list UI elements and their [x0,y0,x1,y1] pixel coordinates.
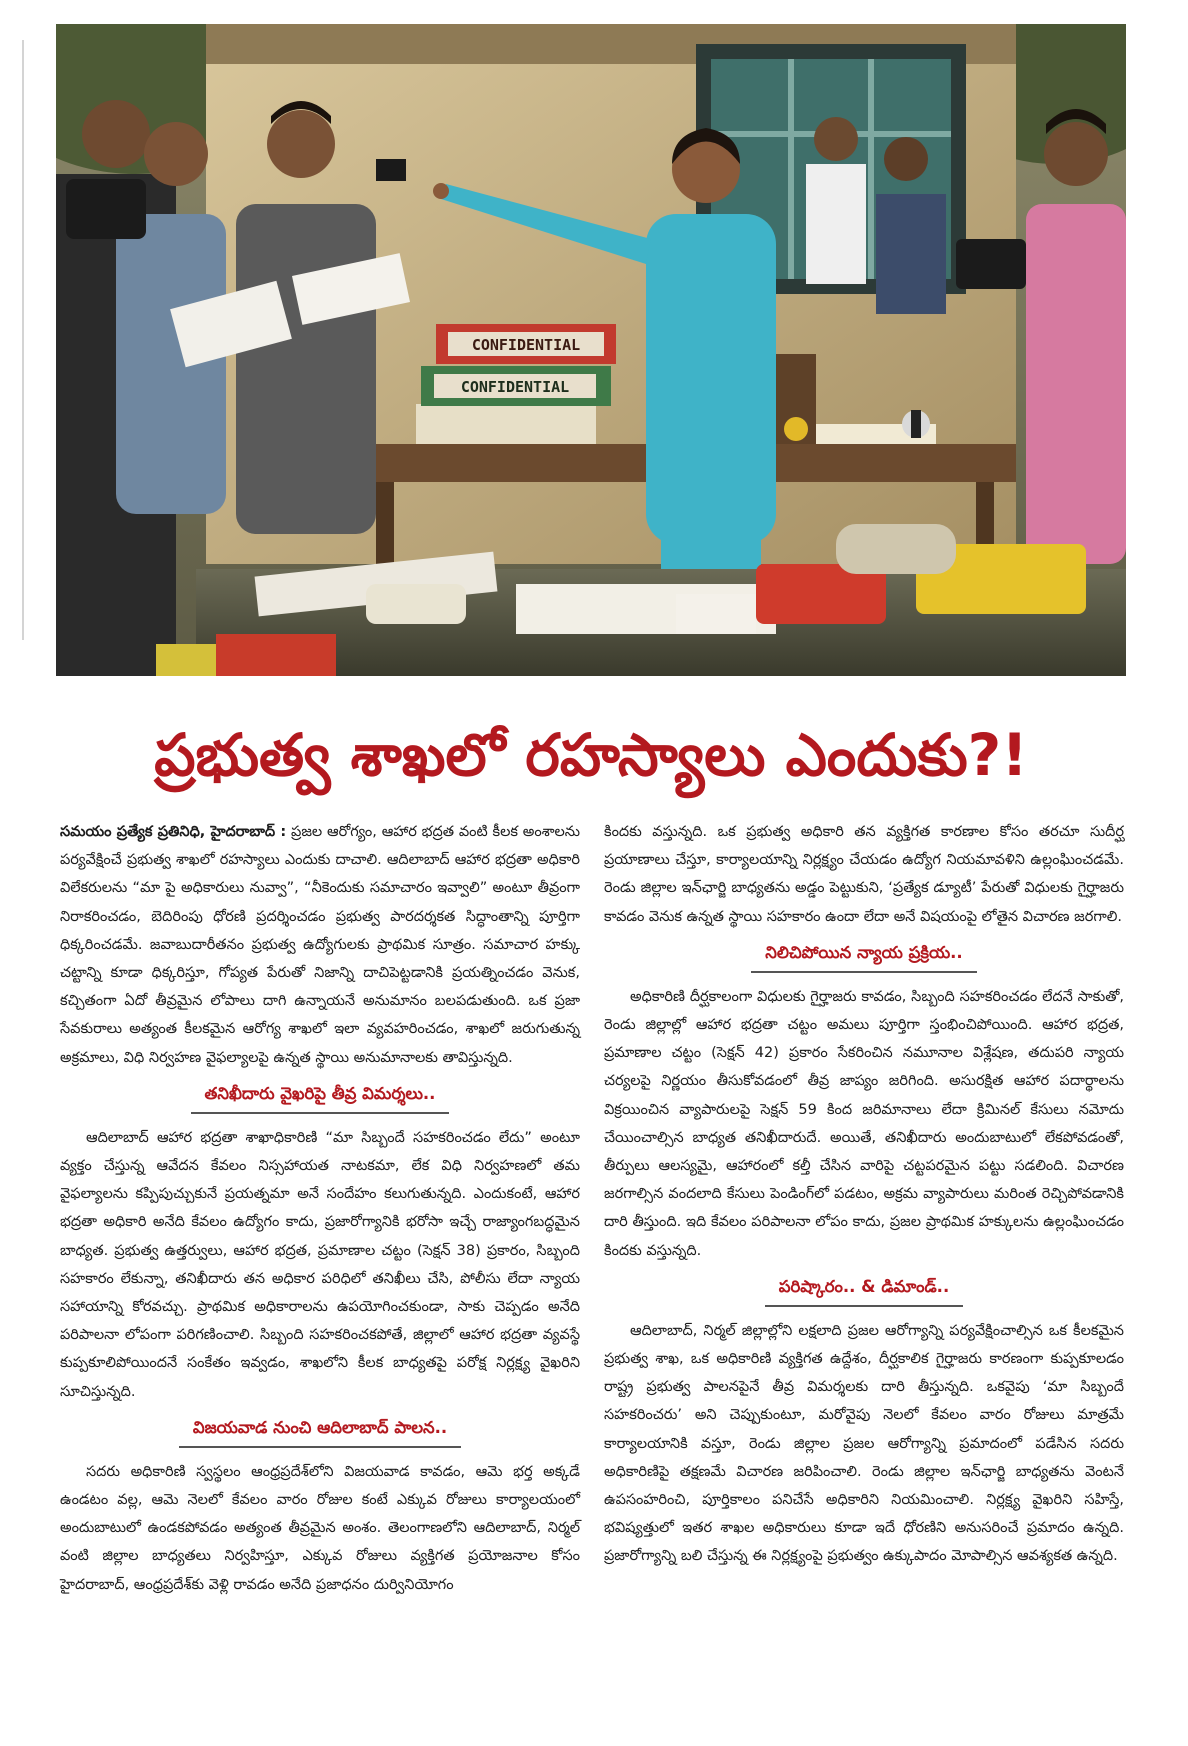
subhead-justice: నిలిచిపోయిన న్యాయ ప్రక్రియ.. [604,939,1124,973]
svg-text:CONFIDENTIAL: CONFIDENTIAL [471,336,581,354]
article-column-left [60,818,580,1599]
confidential-file-green [421,366,611,406]
confidential-file-red [436,324,616,364]
lead-text: ప్రజల ఆరోగ్యం, ఆహార భద్రత వంటి కీలక అంశాలను పర్యవేక్షించే ప్రభుత్వ శాఖలో రహస్యాలు ఎందుకు దాచాలి. ఆదిలాబాద్ ఆహార భద్రతా అధికారి విలేకరులను “మా పై అధికారులు నువ్వా”, “నీకెందుకు సమాచారం ఇవ్వాలి” అంటూ తీవ్రంగా నిరాకరించడం, బెదిరింపు ధోరణి ప్రదర్శించడం ప్రభుత్వ పారదర్శకత సిద్ధాంతాన్ని పూర్తిగా ధిక్కరించడమే. జవాబుదారీతనం ప్రభుత్వ ఉద్యోగులకు ప్రాథమిక సూత్రం. సమాచార హక్కు చట్టాన్ని కూడా ధిక్కరిస్తూ, గోప్యత పేరుతో నిజాన్ని దాచిపెట్టడానికి ప్రయత్నించడం వెనుక, కచ్చితంగా ఏదో తీవ్రమైన లోపాలు దాగి ఉన్నాయనే అనుమానం బలపడుతుంది. ఒక ప్రజా సేవకురాలు అత్యంత కీలకమైన ఆరోగ్య శాఖలో ఇలా వ్యవహరించడం, శాఖలో జరుగుతున్న అక్రమాలు, విధి నిర్వహణ వైఫల్యాలపై ఉన్నత స్థాయి అనుమానాలకు తావిస్తున్నది. [60,824,580,1066]
article-column-right [604,818,1124,1571]
headline [56,700,1126,810]
byline: సమయం ప్రత్యేక ప్రతినిధి, హైదరాబాద్ : [60,824,287,840]
subhead-inspector: తనిఖీదారు వైఖరిపై తీవ్ర విమర్శలు.. [60,1080,580,1114]
headline-text: ప్రభుత్వ శాఖలో రహస్యాలు ఎందుకు?! [154,721,1028,789]
paragraph-justice: అధికారిణి దీర్ఘకాలంగా విధులకు గైర్హాజరు కావడం, సిబ్బంది సహకరించడం లేదనే సాకుతో, రెండు జిల్లాల్లో ఆహార భద్రతా చట్టం అమలు పూర్తిగా స్తంభించిపోయింది. ఆహార భద్రత, ప్రమాణాల చట్టం (సెక్షన్ 42) ప్రకారం సేకరించిన నమూనాల విశ్లేషణ, తదుపరి న్యాయ చర్యలపై నిర్ణయం తీసుకోవడంలో తీవ్ర జాప్యం జరిగింది. అసురక్షిత ఆహార పదార్థాలను విక్రయించిన వ్యాపారులపై సెక్షన్ 59 కింద జరిమానాలు లేదా క్రిమినల్ కేసులు నమోదు చేయించాల్సిన బాధ్యత తనిఖీదారుదే. అయితే, తనిఖీదారు అందుబాటులో లేకపోవడంతో, తీర్పులు ఆలస్యమై, ఆహారంలో కల్తీ చేసిన వారిపై చట్టపరమైన పట్టు సడలింది. విచారణ జరగాల్సిన వందలాది కేసులు పెండింగ్‌లో పడటం, అక్రమ వ్యాపారులు మరింత రెచ్చిపోవడానికి దారి తీస్తుంది. ఇది కేవలం పరిపాలనా లోపం కాదు, ప్రజల ప్రాథమిక హక్కులను ఉల్లంఘించడం కిందకు వస్తున్నది. [604,988,1124,1259]
subhead-vijayawada: విజయవాడ నుంచి ఆదిలాబాద్ పాలన.. [60,1414,580,1448]
news-photo [56,24,1126,676]
paragraph-solution: ఆదిలాబాద్, నిర్మల్ జిల్లాల్లోని లక్షలాది ప్రజల ఆరోగ్యాన్ని పర్యవేక్షించాల్సిన ఒక కీలకమైన ప్రభుత్వ శాఖ, ఒక అధికారిణి వ్యక్తిగత ఉద్దేశం, దీర్ఘకాలిక గైర్హాజరు కారణంగా కుప్పకూలడం రాష్ట్ర ప్రభుత్వ పాలనపైనే తీవ్ర విమర్శలకు దారి తీస్తున్నది. ఒకవైపు ‘మా సిబ్బందే సహకరించరు’ అని చెప్పుకుంటూ, మరోవైపు నెలలో కేవలం వారం రోజులు మాత్రమే కార్యాలయానికి వస్తూ, రెండు జిల్లాల ప్రజల ఆరోగ్యాన్ని ప్రమాదంలో పడేసిన సదరు అధికారిణిపై తక్షణమే విచారణ జరిపించాలి. రెండు జిల్లాల ఇన్‌ఛార్జి బాధ్యతను వెంటనే ఉపసంహరించి, పూర్తికాలం పనిచేసే అధికారిని నియమించాలి. నిర్లక్ష్య వైఖరిని సహిస్తే, భవిష్యత్తులో ఇతర శాఖల అధికారులు కూడా ఇదే ధోరణిని అనుసరించే ప్రమాదం ఉన్నది. ప్రజారోగ్యాన్ని బలి చేస్తున్న ఈ నిర్లక్ష్యంపై ప్రభుత్వం ఉక్కుపాదం మోపాల్సిన ఆవశ్యకత ఉన్నది. [604,1322,1124,1565]
margin-rule [22,40,24,640]
paragraph-vijayawada: సదరు అధికారిణి స్వస్థలం ఆంధ్రప్రదేశ్‌లోని విజయవాడ కావడం, ఆమె భర్త అక్కడే ఉండటం వల్ల, ఆమె నెలలో కేవలం వారం రోజుల కంటే ఎక్కువ రోజులు కార్యాలయంలో అందుబాటులో ఉండకపోవడం అత్యంత తీవ్రమైన అంశం. తెలంగాణలోని ఆదిలాబాద్, నిర్మల్ వంటి జిల్లాల బాధ్యతలు నిర్వహిస్తూ, ఎక్కువ రోజులు వ్యక్తిగత ప్రయోజనాల కోసం హైదరాబాద్, ఆంధ్రప్రదేశ్‌కు వెళ్లి రావడం అనేది ప్రజాధనం దుర్వినియోగం [60,1463,580,1593]
svg-text:CONFIDENTIAL: CONFIDENTIAL [460,378,570,396]
paragraph-inspector: ఆదిలాబాద్ ఆహార భద్రతా శాఖాధికారిణి “మా సిబ్బందే సహకరించడం లేదు” అంటూ వ్యక్తం చేస్తున్న ఆవేదన కేవలం నిస్సహాయత నాటకమా, లేక విధి నిర్వహణలో తమ వైఫల్యాలను కప్పిపుచ్చుకునే ప్రయత్నమా అనే సందేహం కలుగుతున్నది. ఎందుకంటే, ఆహార భద్రతా అధికారి అనేది కేవలం ఉద్యోగం కాదు, ప్రజారోగ్యానికి భరోసా ఇచ్చే రాజ్యాంగబద్ధమైన బాధ్యత. ప్రభుత్వ ఉత్తర్వులు, ఆహార భద్రత, ప్రమాణాల చట్టం (సెక్షన్ 38) ప్రకారం, సిబ్బంది సహకారం లేకున్నా, తనిఖీదారు తన అధికార పరిధిలో తనిఖీలు చేసి, పోలీసు లేదా న్యాయ సహాయాన్ని కోరవచ్చు. ప్రాథమిక అధికారాలను ఉపయోగించకుండా, సాకు చెప్పడం అనేది పరిపాలనా లోపంగా పరిగణించాలి. సిబ్బంది సహకరించకపోతే, జిల్లాలో ఆహార భద్రతా వ్యవస్థే కుప్పకూలిపోయిందనే సంకేతం ఇవ్వడం, శాఖలోని కీలక బాధ్యతపై పరోక్ష నిర్లక్ష్య వైఖరిని సూచిస్తున్నది. [60,1129,580,1400]
subhead-solution: పరిష్కారం.. & డిమాండ్.. [604,1273,1124,1307]
paragraph-continued: కిందకు వస్తున్నది. ఒక ప్రభుత్వ అధికారి తన వ్యక్తిగత కారణాల కోసం తరచూ సుదీర్ఘ ప్రయాణాలు చేస్తూ, కార్యాలయాన్ని నిర్లక్ష్యం చేయడం ఉద్యోగ నియమావళిని ఉల్లంఘించడమే. రెండు జిల్లాల ఇన్‌ఛార్జి బాధ్యతను అడ్డం పెట్టుకుని, ‘ప్రత్యేక డ్యూటీ’ పేరుతో విధులకు గైర్హాజరు కావడం వెనుక ఉన్నత స్థాయి సహకారం ఉందా లేదా అనే విషయంపై లోతైన విచారణ జరగాలి. [604,824,1124,925]
lead-paragraph [60,818,580,1072]
